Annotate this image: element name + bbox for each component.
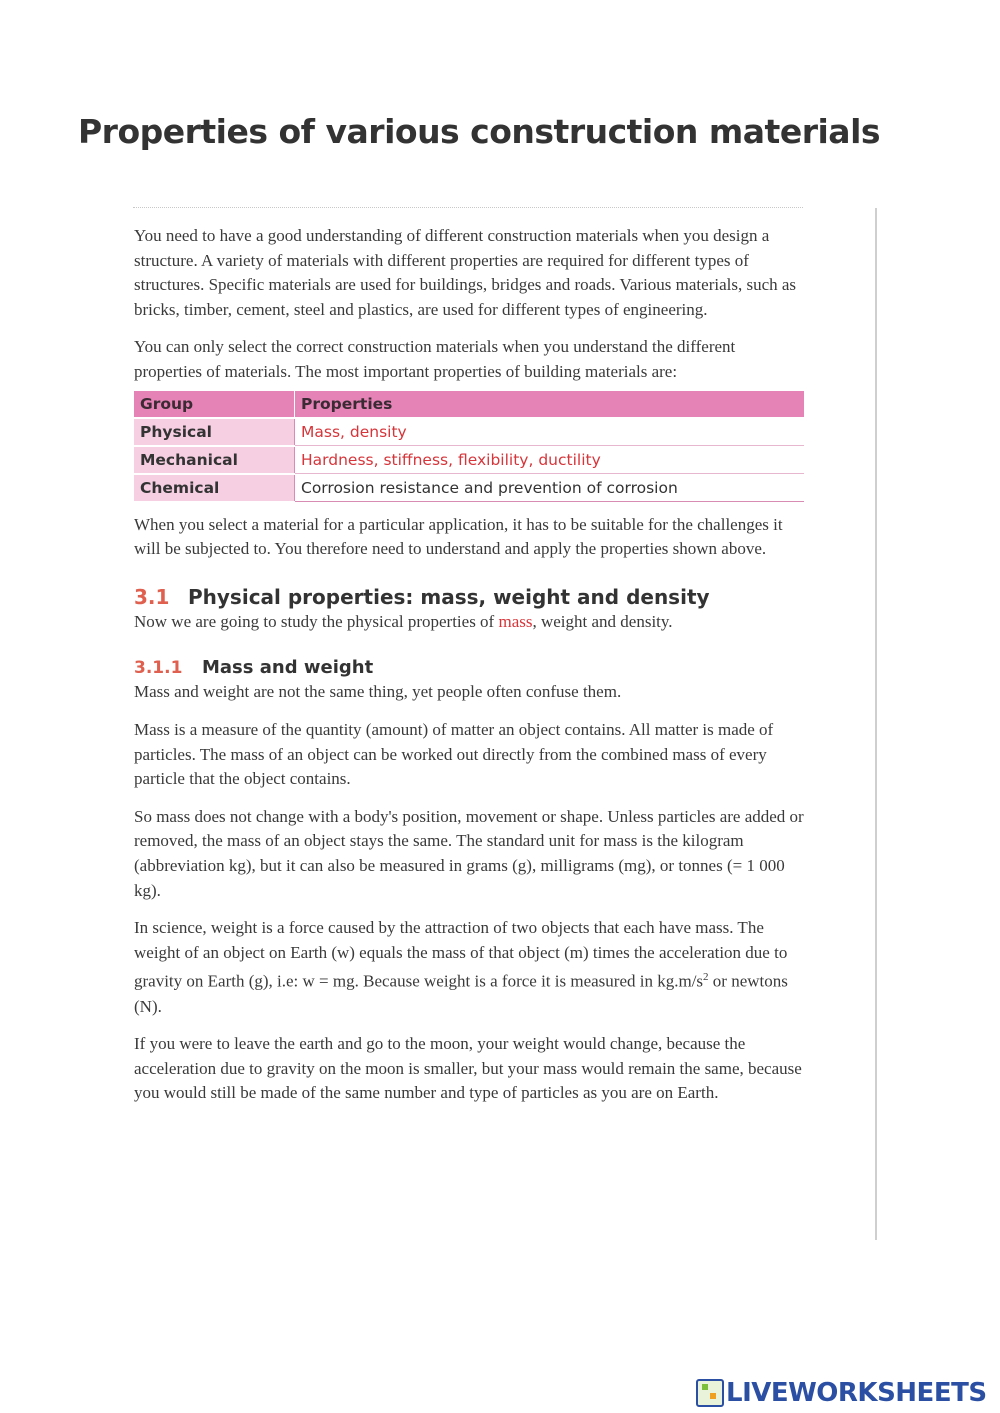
text-segment: or newtons (N). [134,971,788,1016]
intro-paragraph-1: You need to have a good understanding of different construction materials when you design a structure. A variety of materials with different properties are required for different types of structures. Specific materials are used for buildings, bridges and roads. Various materials, such as bricks, timber, cement, steel and plastics, are used for different types of engineering. [134,226,797,319]
main-content [134,224,806,1119]
section-3-1-intro [134,610,806,635]
text-segment: , weight and density. [532,611,673,631]
text-segment: Now we are going to study the physical properties of [134,611,499,631]
table-header-row [134,391,804,418]
mass-weight-paragraph-2: Mass is a measure of the quantity (amount) of matter an object contains. All matter is made of particles. The mass of an object can be worked out directly from the combined mass of every particle that the object contains. [134,719,774,789]
top-divider [133,207,803,208]
table-row [134,474,804,502]
table-cell-properties: Mass, density [295,418,805,446]
logo-text: LIVEWORKSHEETS [726,1378,987,1408]
section-heading-3-1 [134,584,806,610]
table-cell-group: Chemical [134,474,295,502]
properties-table [134,391,804,503]
after-table-paragraph: When you select a material for a particular application, it has to be suitable for the challenges it will be subjected to. You therefore need to understand and apply the properties shown above. [134,514,783,559]
table-row [134,446,804,474]
table-cell-properties: Hardness, stiffness, flexibility, ductility [295,446,805,474]
mass-weight-paragraph-1: Mass and weight are not the same thing, yet people often confuse them. [134,682,622,702]
table-row [134,418,804,446]
section-heading-3-1-1 [134,656,806,680]
text-segment: In science, weight is a force caused by the attraction of two objects that each have mass. The weight of an object on Earth (w) equals the mass of that object (m) times the acceleration due to gravity on Earth (g), i.e: w = mg. Because weight is a force it is measured in kg.m/s [134,918,788,991]
table-header-group: Group [134,391,295,418]
superscript: 2 [703,971,709,984]
table-cell-group: Mechanical [134,446,295,474]
page-title: Properties of various construction materials [78,112,881,151]
section-title: Physical properties: mass, weight and density [188,584,710,609]
section-number: 3.1 [134,584,170,609]
moon-paragraph: If you were to leave the earth and go to the moon, your weight would change, because the acceleration due to gravity on the moon is smaller, but your mass would remain the same, because you would still be made of the same number and type of particles as you are on Earth. [134,1034,802,1103]
intro-paragraph-2: You can only select the correct construction materials when you understand the different properties of materials. The most important properties of building materials are: [134,337,736,381]
margin-rule [875,208,877,1240]
subsection-title: Mass and weight [202,657,374,679]
liveworksheets-logo [696,1378,987,1408]
subsection-number: 3.1.1 [134,658,183,679]
weight-paragraph [134,916,806,1019]
table-cell-group: Physical [134,418,295,446]
mass-link[interactable]: mass [498,611,533,631]
table-header-properties: Properties [295,391,805,418]
logo-icon [696,1379,724,1407]
mass-weight-paragraph-3: So mass does not change with a body's position, movement or shape. Unless particles are added or removed, the mass of an object stays the same. The standard unit for mass is the kilogram (abbreviation kg), but it can also be measured in grams (g), milligrams (mg), or tonnes (= 1 000 kg). [134,806,804,900]
table-cell-properties: Corrosion resistance and prevention of corrosion [295,474,805,502]
